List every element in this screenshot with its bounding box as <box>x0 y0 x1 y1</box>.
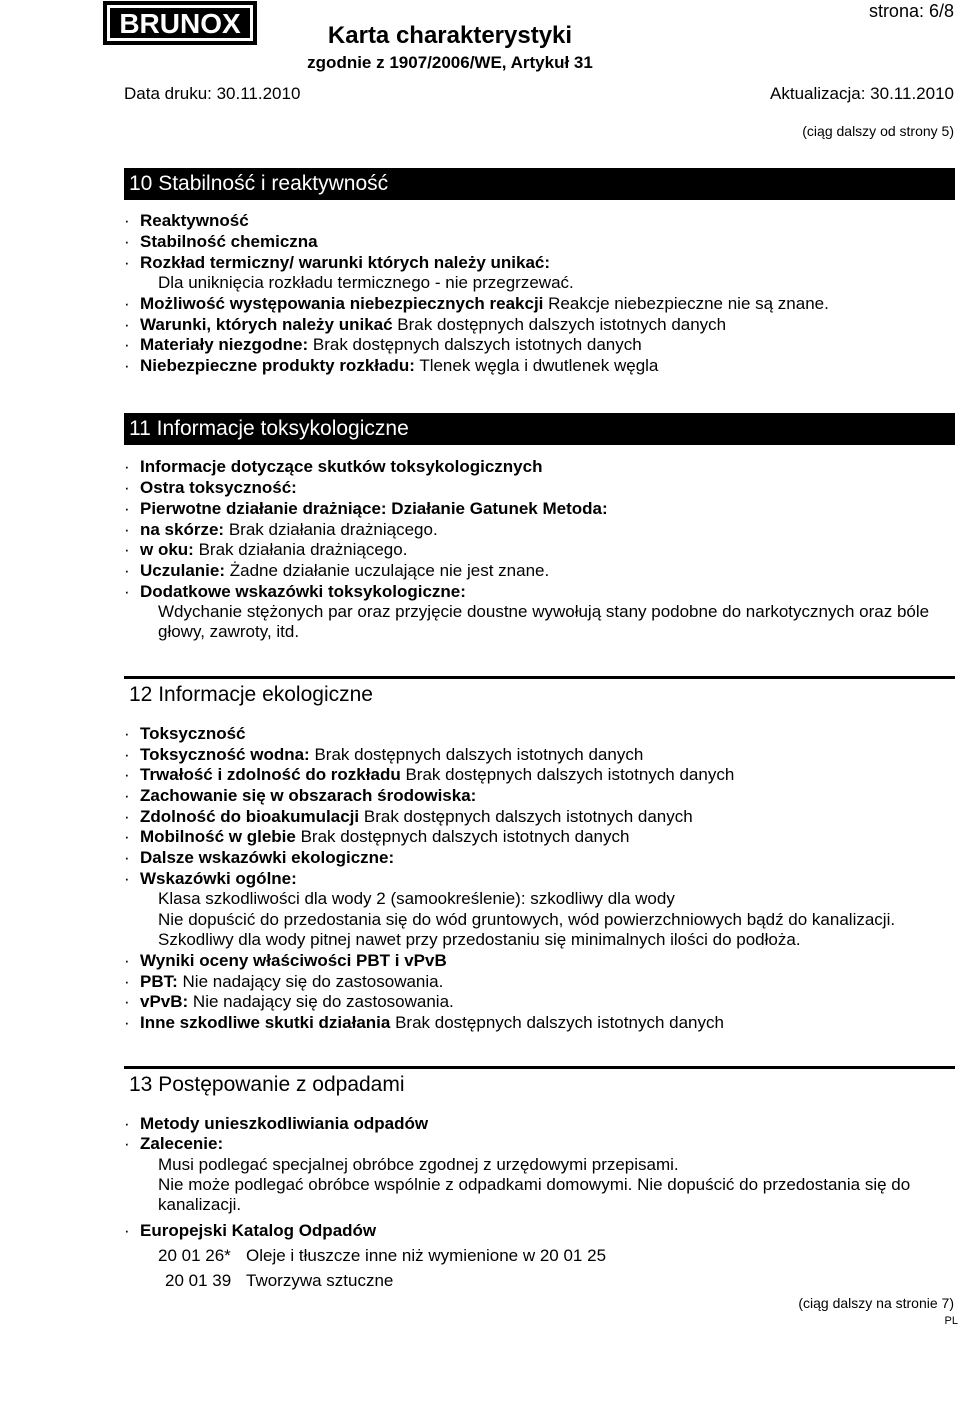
section-10-heading: 10 Stabilność i reaktywność <box>124 168 955 200</box>
list-item: · Uczulanie: Żadne działanie uczulające nie jest znane. <box>124 561 550 580</box>
list-item: · Reaktywność <box>124 211 249 230</box>
list-item-text: Nie może podlegać obróbce wspólnie z odpadkami domowymi. Nie dopuścić do przedostania się do kanalizacji. <box>158 1175 911 1214</box>
update-date: Aktualizacja: 30.11.2010 <box>770 84 954 103</box>
list-item: · vPvB: Nie nadający się do zastosowania. <box>124 992 454 1011</box>
waste-row: 20 01 26* Oleje i tłuszcze inne niż wymienione w 20 01 25 <box>158 1246 607 1265</box>
list-item-text: Wdychanie stężonych par oraz przyjęcie doustne wywołują stany podobne do narkotycznych oraz bóle głowy, zawroty, itd. <box>158 602 930 641</box>
continued-to: (ciąg dalszy na stronie 7) <box>798 1295 954 1311</box>
list-item: · Stabilność chemiczna <box>124 232 318 251</box>
list-item-text: Musi podlegać specjalnej obróbce zgodnej z urzędowymi przepisami. <box>158 1155 679 1174</box>
list-item: · Rozkład termiczny/ warunki których należy unikać: <box>124 253 551 272</box>
list-item: · Europejski Katalog Odpadów <box>124 1221 377 1240</box>
document-title: Karta charakterystyki <box>327 22 573 49</box>
print-date: Data druku: 30.11.2010 <box>124 84 301 103</box>
list-item: · Trwałość i zdolność do rozkładu Brak dostępnych dalszych istotnych danych <box>124 765 735 784</box>
list-item: · Możliwość występowania niebezpiecznych reakcji Reakcje niebezpieczne nie są znane. <box>124 294 829 313</box>
list-item: · Metody unieszkodliwiania odpadów <box>124 1114 429 1133</box>
list-item: · Dodatkowe wskazówki toksykologiczne: <box>124 582 466 601</box>
list-item: · Zachowanie się w obszarach środowiska: <box>124 786 477 805</box>
list-item: · Inne szkodliwe skutki działania Brak dostępnych dalszych istotnych danych <box>124 1013 724 1032</box>
list-item-text: Nie dopuścić do przedostania się do wód gruntowych, wód powierzchniowych bądź do kanalizacji. <box>158 910 896 929</box>
list-item: · Dalsze wskazówki ekologiczne: <box>124 848 395 867</box>
page-number: strona: 6/8 <box>868 1 954 21</box>
language-code: PL <box>944 1315 958 1327</box>
list-item: · na skórze: Brak działania drażniącego. <box>124 520 438 539</box>
list-item: · Niebezpieczne produkty rozkładu: Tlenek węgla i dwutlenek węgla <box>124 356 659 375</box>
list-item-text: Klasa szkodliwości dla wody 2 (samookreślenie): szkodliwy dla wody <box>158 889 675 908</box>
list-item: · Ostra toksyczność: <box>124 478 297 497</box>
list-item: · Wyniki oceny właściwości PBT i vPvB <box>124 951 447 970</box>
list-item-text: Dla uniknięcia rozkładu termicznego - nie przegrzewać. <box>158 273 574 292</box>
list-item: · Wskazówki ogólne: <box>124 869 297 888</box>
list-item: · Zalecenie: <box>124 1134 224 1153</box>
continued-from: (ciąg dalszy od strony 5) <box>802 123 954 139</box>
list-item: · Toksyczność <box>124 724 246 743</box>
list-item-text: Szkodliwy dla wody pitnej nawet przy przedostaniu się minimalnych ilości do podłoża. <box>158 930 801 949</box>
section-13-heading: 13 Postępowanie z odpadami <box>124 1066 955 1098</box>
list-item: · Informacje dotyczące skutków toksykologicznych <box>124 457 543 476</box>
list-item: · Materiały niezgodne: Brak dostępnych dalszych istotnych danych <box>124 335 642 354</box>
svg-text:BRUNOX: BRUNOX <box>119 8 241 39</box>
list-item: · Zdolność do bioakumulacji Brak dostępnych dalszych istotnych danych <box>124 807 693 826</box>
document-subtitle: zgodnie z 1907/2006/WE, Artykuł 31 <box>307 53 593 72</box>
list-item: · Pierwotne działanie drażniące: Działanie Gatunek Metoda: <box>124 499 608 518</box>
waste-row: 20 01 39 Tworzywa sztuczne <box>165 1271 394 1290</box>
list-item: · Mobilność w glebie Brak dostępnych dalszych istotnych danych <box>124 827 630 846</box>
list-item: · w oku: Brak działania drażniącego. <box>124 540 408 559</box>
list-item: · Warunki, których należy unikać Brak dostępnych dalszych istotnych danych <box>124 315 727 334</box>
list-item: · Toksyczność wodna: Brak dostępnych dalszych istotnych danych <box>124 745 644 764</box>
section-11-heading: 11 Informacje toksykologiczne <box>124 413 955 445</box>
list-item: · PBT: Nie nadający się do zastosowania. <box>124 972 444 991</box>
section-12-heading: 12 Informacje ekologiczne <box>124 676 955 708</box>
